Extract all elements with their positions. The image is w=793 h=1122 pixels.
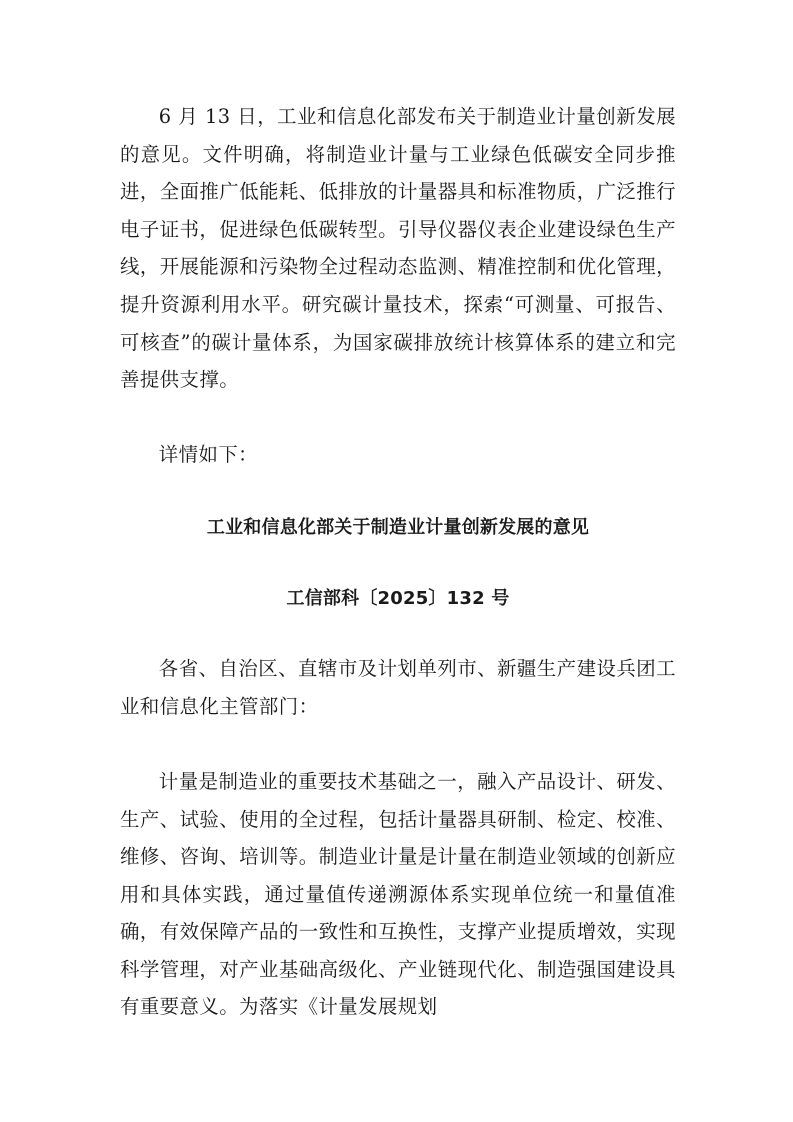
document-title: 工业和信息化部关于制造业计量创新发展的意见 (206, 516, 590, 538)
intro-paragraph: 6 月 13 日，工业和信息化部发布关于制造业计量创新发展的意见。文件明确，将制造业计量与工业绿色低碳安全同步推进，全面推广低能耗、低排放的计量器具和标准物质，广泛推行电子证书，促进绿色低碳转型。引导仪器仪表企业建设绿色生产线，开展能源和污染物全过程动态监测、精准控制和优化管理，提升资源利用水平。研究碳计量技术，探索“可测量、可报告、可核查”的碳计量体系，为国家碳排放统计核算体系的建立和完善提供支撑。 (120, 105, 676, 392)
details-label: 详情如下： (158, 443, 258, 467)
document-number: 工信部科〔2025〕132 号 (286, 587, 510, 609)
body-paragraph: 计量是制造业的重要技术基础之一，融入产品设计、研发、生产、试验、使用的全过程，包括计量器具研制、检定、校准、维修、咨询、培训等。制造业计量是计量在制造业领域的创新应用和具体实践，通过量值传递溯源体系实现单位统一和量值准确，有效保障产品的一致性和互换性，支撑产业提质增效，实现科学管理，对产业基础高级化、产业链现代化、制造强国建设具有重要意义。为落实《计量发展规划 (120, 769, 676, 1019)
document-page (120, 98, 676, 1026)
addressee-paragraph: 各省、自治区、直辖市及计划单列市、新疆生产建设兵团工业和信息化主管部门： (120, 657, 676, 718)
